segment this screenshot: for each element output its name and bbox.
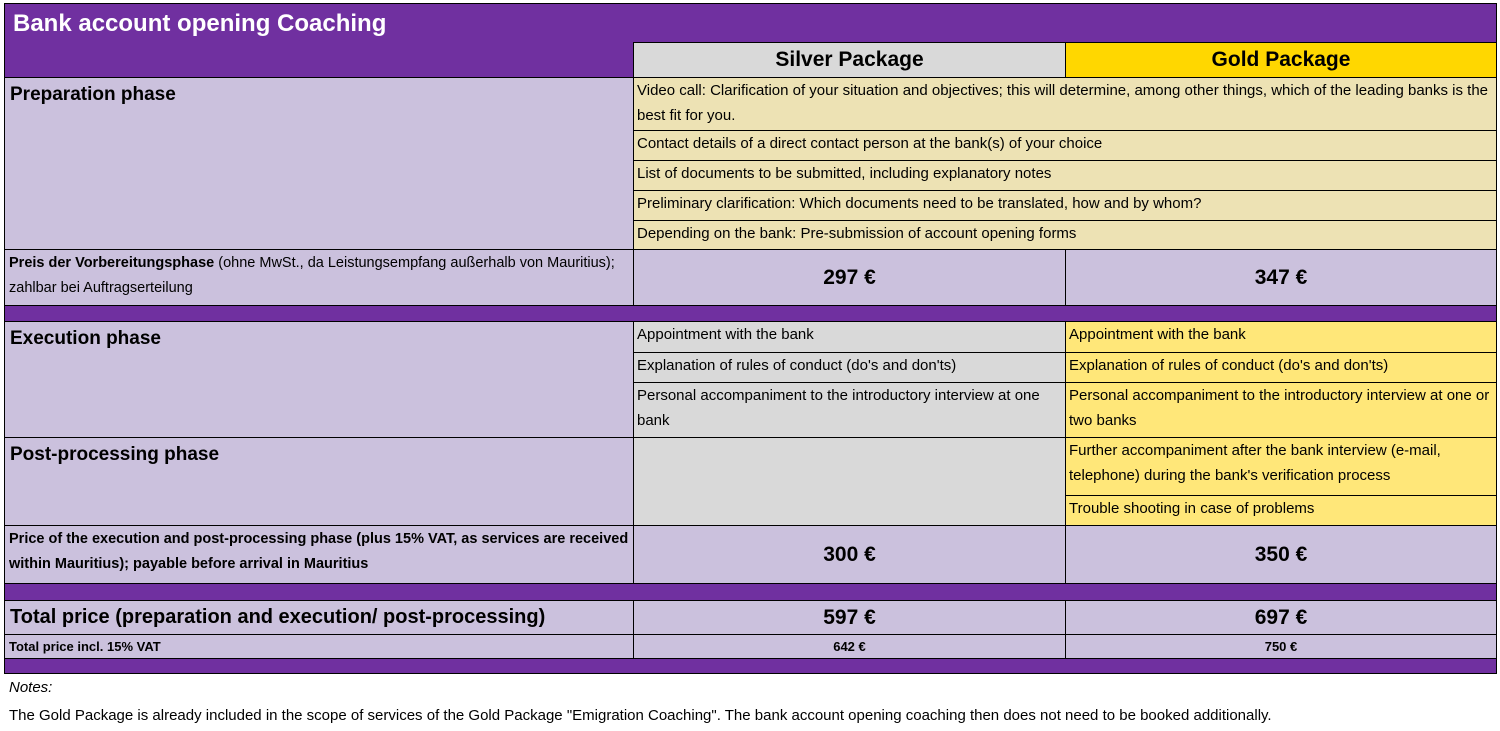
preparation-price-label [4, 249, 634, 306]
preparation-item: Contact details of a direct contact person at the bank(s) of your choice [633, 130, 1497, 161]
execution-price-gold: 350 € [1065, 525, 1497, 584]
section-separator [4, 583, 1497, 601]
execution-item-silver: Appointment with the bank [633, 321, 1066, 353]
bottom-bar [4, 658, 1497, 674]
execution-item-silver: Personal accompaniment to the introductory interview at one bank [633, 382, 1066, 438]
total-vat-silver: 642 € [633, 634, 1066, 659]
preparation-item: List of documents to be submitted, including explanatory notes [633, 160, 1497, 191]
post-processing-item-gold: Trouble shooting in case of problems [1065, 495, 1497, 526]
page-title: Bank account opening Coaching [13, 10, 387, 37]
preparation-price-gold: 347 € [1065, 249, 1497, 306]
execution-item-gold: Personal accompaniment to the introductory interview at one or two banks [1065, 382, 1497, 438]
gold-package-header: Gold Package [1065, 42, 1497, 78]
notes-text: The Gold Package is already included in the scope of services of the Gold Package "Emigration Coaching". The bank account opening coaching then does not need to be booked additionally. [9, 707, 1272, 724]
notes-heading: Notes: [9, 679, 53, 696]
preparation-item: Preliminary clarification: Which documents need to be translated, how and by whom? [633, 190, 1497, 221]
execution-item-gold: Explanation of rules of conduct (do's and don'ts) [1065, 352, 1497, 383]
total-vat-gold: 750 € [1065, 634, 1497, 659]
total-price-gold: 697 € [1065, 600, 1497, 635]
preparation-price-label-bold: Preis der Vorbereitungsphase [9, 255, 215, 271]
execution-price-silver: 300 € [633, 525, 1066, 584]
preparation-item: Video call: Clarification of your situation and objectives; this will determine, among other things, which of the leading banks is the best fit for you. [633, 77, 1497, 131]
preparation-item: Depending on the bank: Pre-submission of account opening forms [633, 220, 1497, 250]
preparation-phase-heading: Preparation phase [4, 77, 634, 250]
preparation-price-label-rest: (ohne MwSt., da Leistungsempfang außerhalb von Mauritius); zahlbar bei Auftragserteilung [9, 255, 615, 296]
post-processing-item-gold: Further accompaniment after the bank interview (e-mail, telephone) during the bank's verification process [1065, 437, 1497, 496]
execution-item-gold: Appointment with the bank [1065, 321, 1497, 353]
post-processing-silver-empty [633, 437, 1066, 526]
execution-phase-heading: Execution phase [4, 321, 634, 438]
post-processing-phase-heading: Post-processing phase [4, 437, 634, 526]
total-price-silver: 597 € [633, 600, 1066, 635]
silver-package-header: Silver Package [633, 42, 1066, 78]
execution-price-label: Price of the execution and post-processing phase (plus 15% VAT, as services are received within Mauritius); payable before arrival in Mauritius [4, 525, 634, 584]
preparation-price-silver: 297 € [633, 249, 1066, 306]
execution-item-silver: Explanation of rules of conduct (do's and don'ts) [633, 352, 1066, 383]
total-price-label: Total price (preparation and execution/ post-processing) [4, 600, 634, 635]
section-separator [4, 305, 1497, 322]
total-vat-label: Total price incl. 15% VAT [4, 634, 634, 659]
